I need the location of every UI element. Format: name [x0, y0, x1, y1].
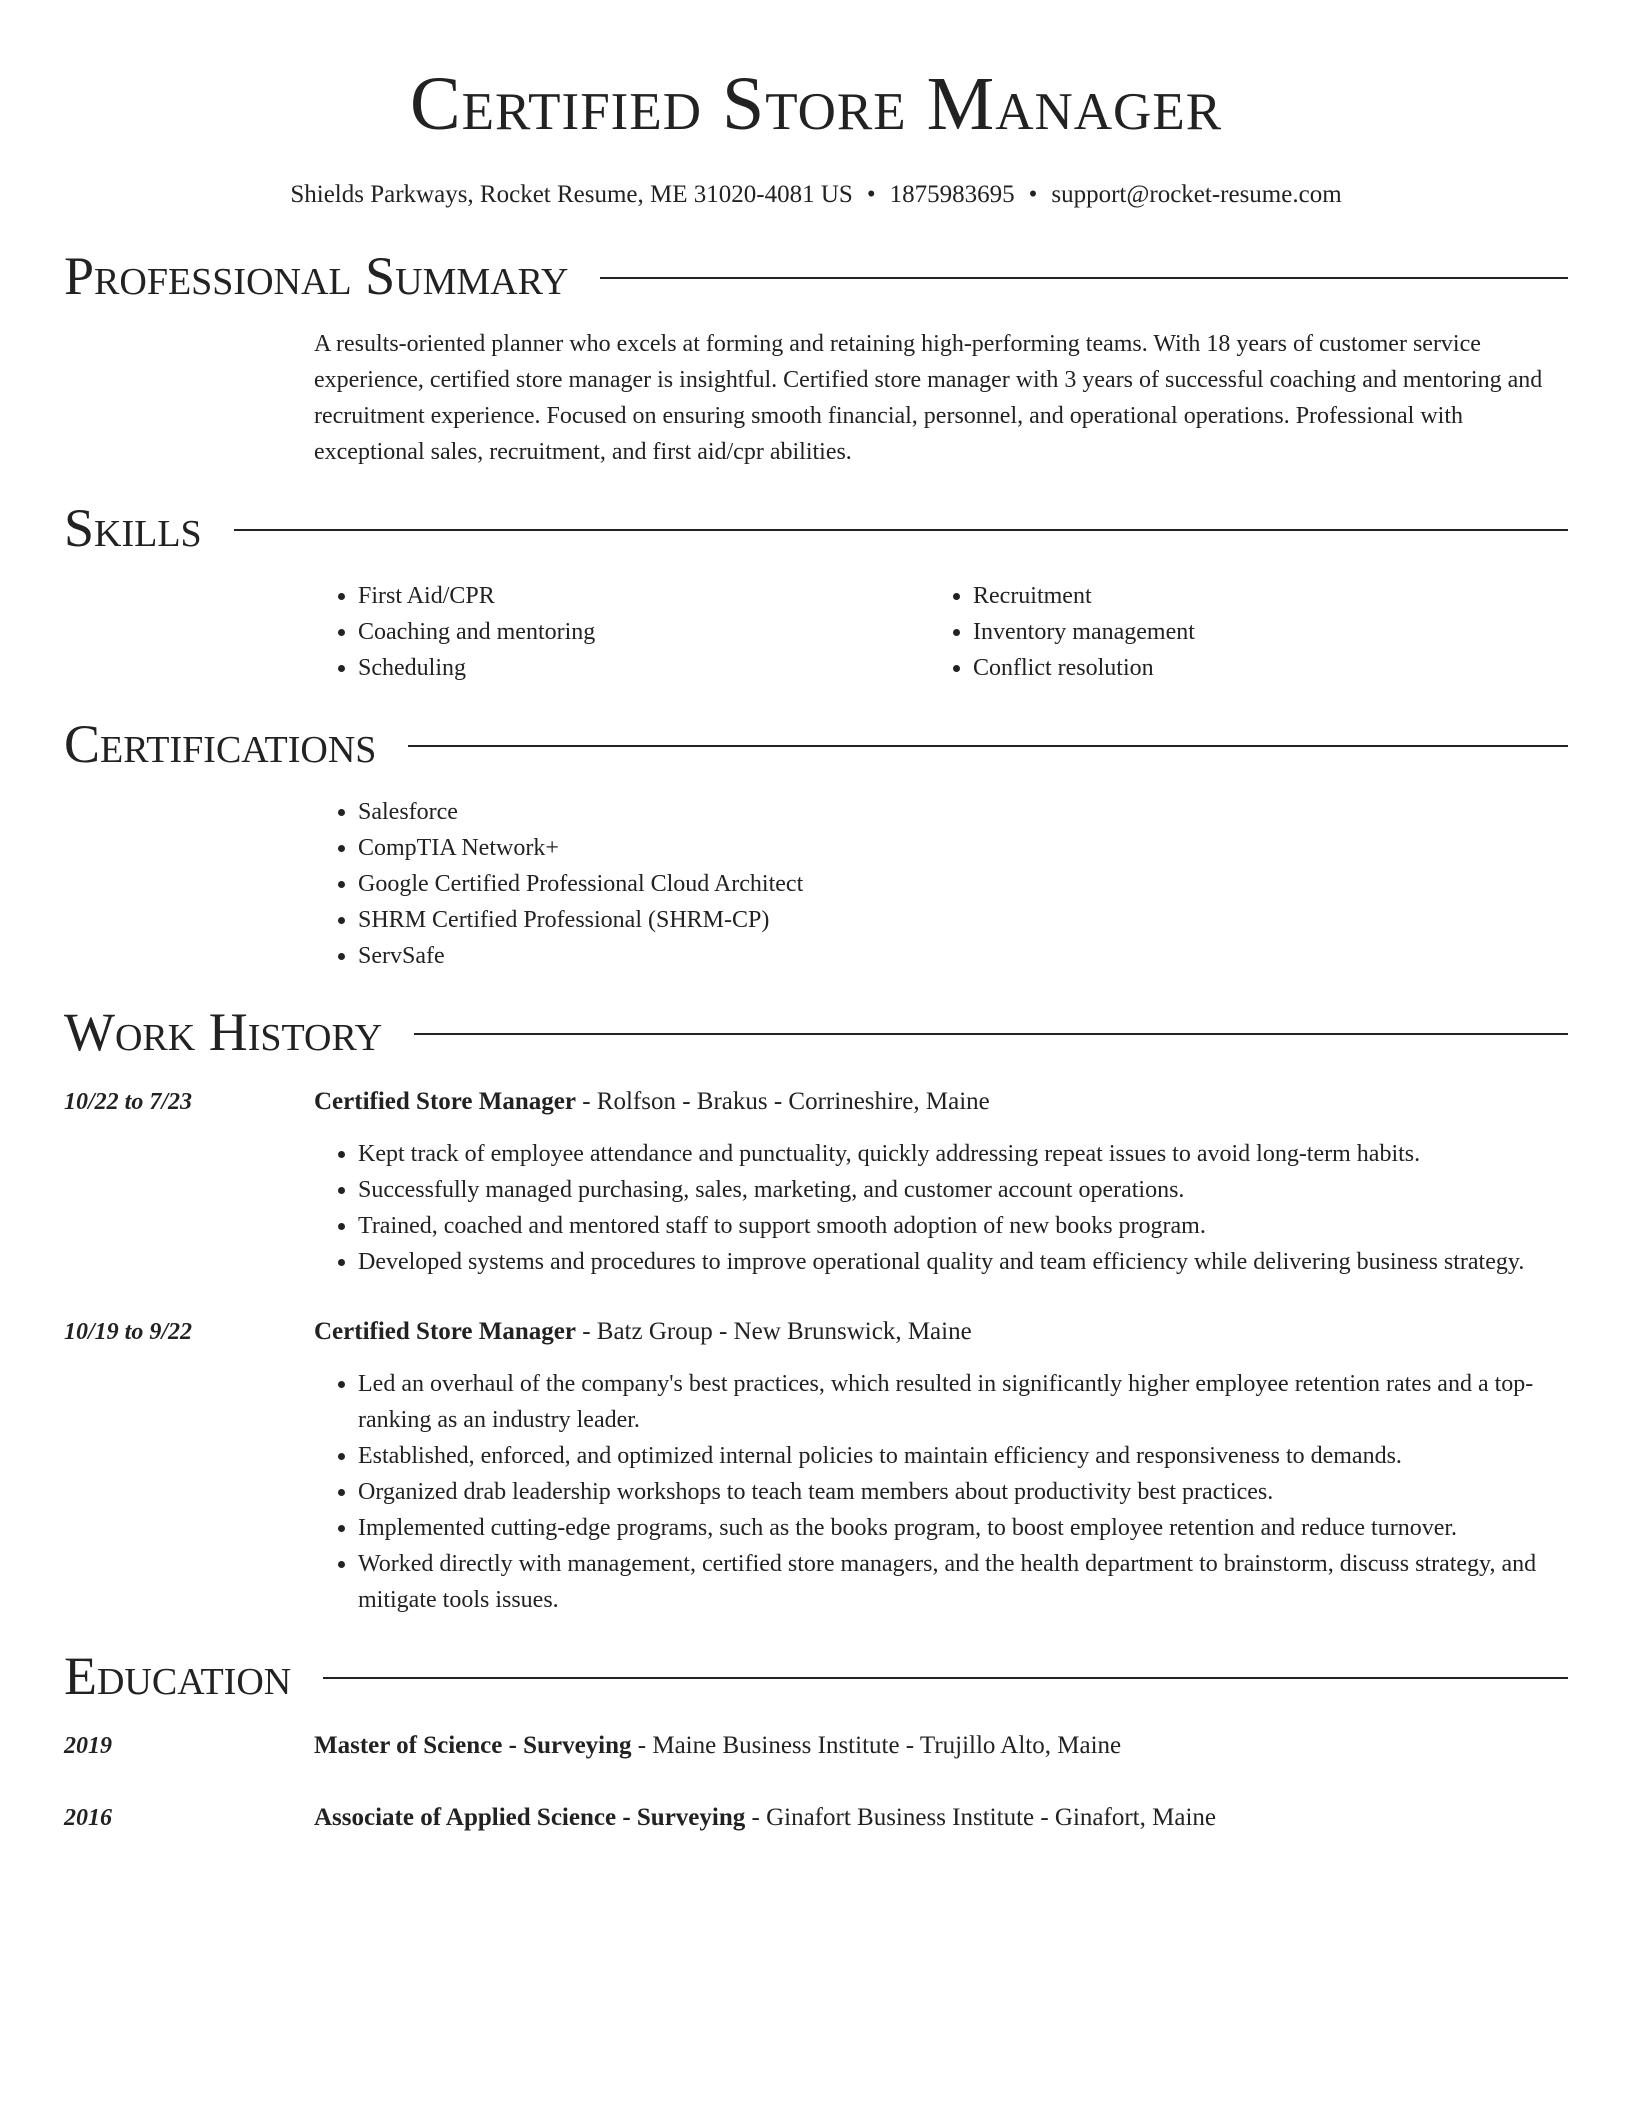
job-employer: - Rolfson - Brakus - Corrineshire, Maine [575, 1088, 990, 1115]
skills-columns [314, 578, 1568, 686]
skills-column-right [929, 578, 1544, 686]
certifications-heading: Certifications [64, 714, 377, 774]
work-history-section [64, 1002, 1568, 1618]
education-entry [64, 1728, 1568, 1764]
job-heading [314, 1314, 1568, 1350]
section-divider [323, 1677, 1568, 1679]
contact-line [64, 180, 1568, 210]
section-heading [64, 714, 1568, 774]
certification-item: • ServSafe [358, 938, 1568, 974]
skill-item: • First Aid/CPR [358, 578, 929, 614]
job-bullet: • Led an overhaul of the company's best practices, which resulted in significantly higher employee retention rates and a top-ranking as an industry leader. [358, 1366, 1568, 1438]
skill-item: • Conflict resolution [973, 650, 1544, 686]
skills-heading: Skills [64, 498, 202, 558]
certifications-body [314, 794, 1568, 974]
summary-section [64, 246, 1568, 470]
section-divider [600, 277, 1568, 279]
section-heading [64, 498, 1568, 558]
skill-item: • Scheduling [358, 650, 929, 686]
certification-item: • CompTIA Network+ [358, 830, 1568, 866]
summary-text: A results-oriented planner who excels at forming and retaining high-performing teams. With 18 years of customer service experience, certified store manager is insightful. Certified store manager with 3 years of successful coaching and mentoring and recruitment experience. Focused on ensuring smooth financial, personnel, and operational operations. Professional with exceptional sales, recruitment, and first aid/cpr abilities. [314, 331, 1543, 465]
job-dates: 10/19 to 9/22 [64, 1319, 193, 1345]
summary-heading: Professional Summary [64, 246, 569, 306]
section-divider [414, 1033, 1568, 1035]
job-bullet: • Successfully managed purchasing, sales, marketing, and customer account operations. [358, 1172, 1568, 1208]
job-bullet: • Organized drab leadership workshops to teach team members about productivity best practices. [358, 1474, 1568, 1510]
skill-item: • Coaching and mentoring [358, 614, 929, 650]
education-year: 2019 [64, 1733, 112, 1759]
contact-separator: • [866, 181, 876, 208]
job-bullet: • Established, enforced, and optimized internal policies to maintain efficiency and responsiveness to demands. [358, 1438, 1568, 1474]
education-degree: Associate of Applied Science - Surveying [314, 1804, 746, 1831]
education-details [314, 1800, 1568, 1836]
resume-header [64, 54, 1568, 210]
job-bullet: • Implemented cutting-edge programs, such as the books program, to boost employee retention and reduce turnover. [358, 1510, 1568, 1546]
education-school: - Ginafort Business Institute - Ginafort, Maine [745, 1804, 1216, 1831]
education-section [64, 1646, 1568, 1836]
education-school: - Maine Business Institute - Trujillo Alto, Maine [631, 1732, 1122, 1759]
skills-column-left [314, 578, 929, 686]
certification-item: • Salesforce [358, 794, 1568, 830]
job-entry [64, 1084, 1568, 1280]
job-bullet: • Developed systems and procedures to improve operational quality and team efficiency while delivering business strategy. [358, 1244, 1568, 1280]
job-bullet: • Kept track of employee attendance and punctuality, quickly addressing repeat issues to avoid long-term habits. [358, 1136, 1568, 1172]
work-history-heading: Work History [64, 1002, 383, 1062]
certifications-section [64, 714, 1568, 974]
candidate-title: Certified Store Manager [409, 62, 1223, 146]
skill-item: • Recruitment [973, 578, 1544, 614]
contact-separator: • [1028, 181, 1038, 208]
job-role: Certified Store Manager [314, 1088, 576, 1115]
job-heading [314, 1084, 1568, 1120]
section-heading [64, 1002, 1568, 1062]
contact-phone: 1875983695 [889, 181, 1015, 208]
education-details [314, 1728, 1568, 1764]
education-heading-line [314, 1800, 1568, 1836]
job-bullet: • Worked directly with management, certified store managers, and the health department to brainstorm, discuss strategy, and mitigate tools issues. [358, 1546, 1568, 1618]
job-role: Certified Store Manager [314, 1318, 576, 1345]
education-heading: Education [64, 1646, 292, 1706]
contact-address: Shields Parkways, Rocket Resume, ME 31020-4081 US [290, 181, 853, 208]
certification-item: • Google Certified Professional Cloud Architect [358, 866, 1568, 902]
job-details [314, 1084, 1568, 1280]
education-entry [64, 1800, 1568, 1836]
job-entry [64, 1314, 1568, 1618]
job-details [314, 1314, 1568, 1618]
skill-item: • Inventory management [973, 614, 1544, 650]
skills-body [314, 578, 1568, 686]
section-divider [408, 745, 1568, 747]
education-heading-line [314, 1728, 1568, 1764]
contact-email: support@rocket-resume.com [1051, 181, 1342, 208]
section-heading [64, 1646, 1568, 1706]
certification-item: • SHRM Certified Professional (SHRM-CP) [358, 902, 1568, 938]
section-heading [64, 246, 1568, 306]
education-degree: Master of Science - Surveying [314, 1732, 632, 1759]
skills-section [64, 498, 1568, 686]
job-employer: - Batz Group - New Brunswick, Maine [575, 1318, 972, 1345]
section-divider [234, 529, 1568, 531]
job-dates: 10/22 to 7/23 [64, 1089, 193, 1115]
job-bullet: • Trained, coached and mentored staff to support smooth adoption of new books program. [358, 1208, 1568, 1244]
education-year: 2016 [64, 1805, 112, 1831]
